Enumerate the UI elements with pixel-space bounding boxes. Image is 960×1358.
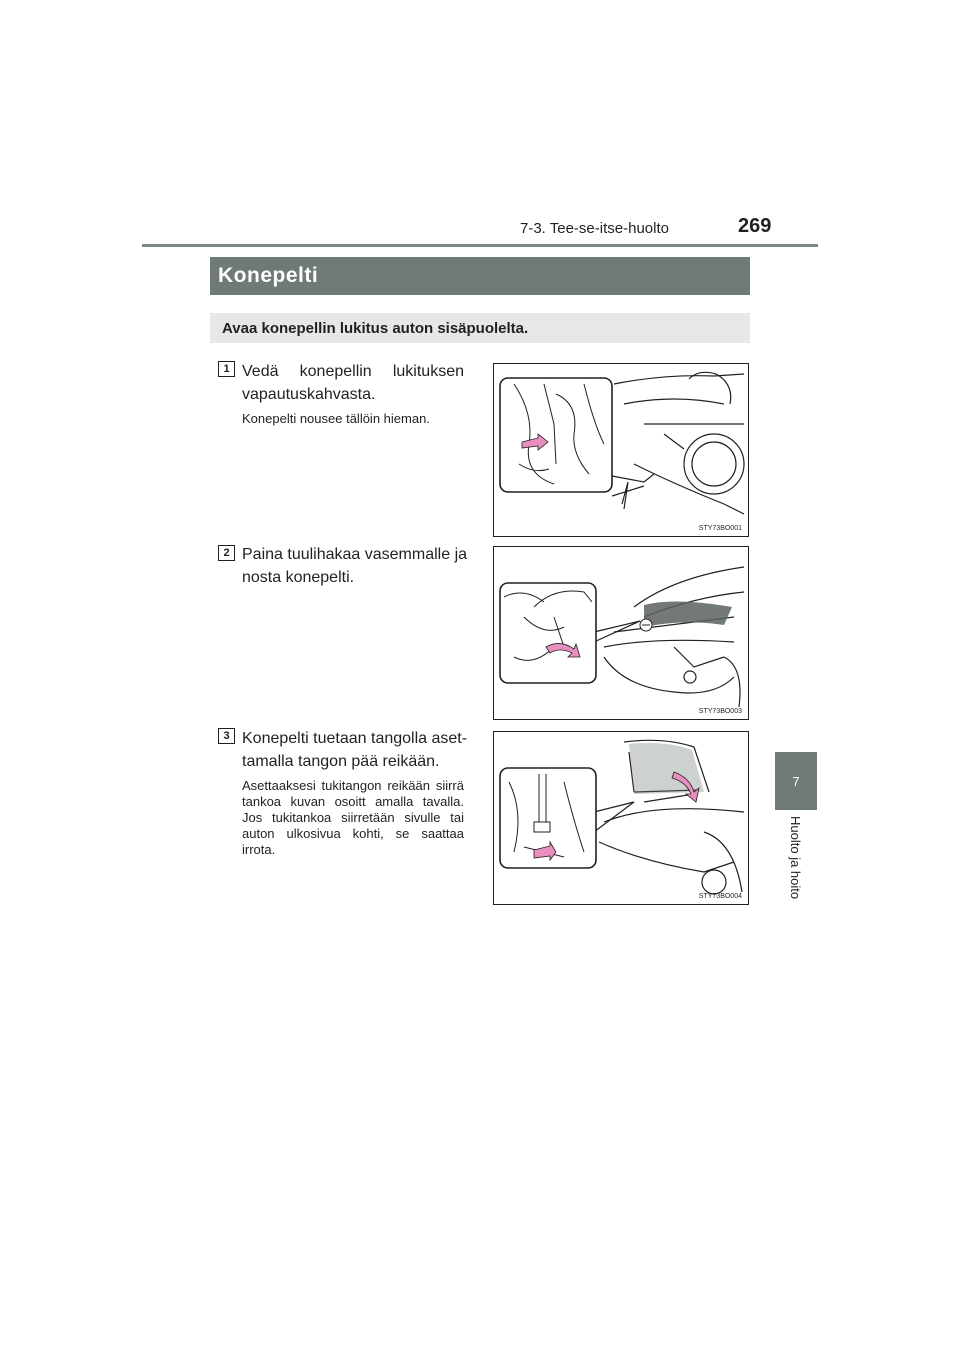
header-section-title: 7-3. Tee-se-itse-huolto xyxy=(520,220,669,237)
step-number-1: 1 xyxy=(218,361,235,377)
step-number-3: 3 xyxy=(218,728,235,744)
chapter-title-vertical xyxy=(782,816,810,926)
step-1-text: Vedä konepellin lukituksen vapautuskahvasta. xyxy=(242,363,464,403)
step-1-note: Konepelti nousee tällöin hieman. xyxy=(242,411,430,426)
chapter-tab: 7 xyxy=(775,752,817,810)
hood-release-illustration xyxy=(494,364,748,536)
figure-1-hood-release xyxy=(493,363,749,537)
step-3-text: Konepelti tuetaan tangolla aset-tamalla tangon pää reikään. xyxy=(242,730,468,770)
figure-2-lift-hood xyxy=(493,546,749,720)
step-2-text: Paina tuulihakaa vasemmalle ja nosta konepelti. xyxy=(242,546,468,586)
page-number: 269 xyxy=(738,215,772,237)
lift-hood-illustration xyxy=(494,547,748,719)
figure-1-code: STY73BO001 xyxy=(698,525,742,532)
chapter-title-text: Huolto ja hoito xyxy=(788,816,803,900)
support-rod-illustration xyxy=(494,732,748,904)
subheading: Avaa konepellin lukitus auton sisäpuolelta. xyxy=(210,313,750,343)
step-3-note: Asettaaksesi tukitangon reikään siirrä tankoa kuvan osoitt amalla tavalla. Jos tukitankoa siirretään sivulle tai auton ulkosivua kohti, se saattaa irrota. xyxy=(242,778,464,857)
figure-3-code: STY73BO004 xyxy=(698,893,742,900)
section-title: Konepelti xyxy=(210,257,750,295)
step-number-2: 2 xyxy=(218,545,235,561)
figure-2-code: STY73BO003 xyxy=(698,708,742,715)
figure-3-support-rod xyxy=(493,731,749,905)
header-divider xyxy=(142,244,818,247)
